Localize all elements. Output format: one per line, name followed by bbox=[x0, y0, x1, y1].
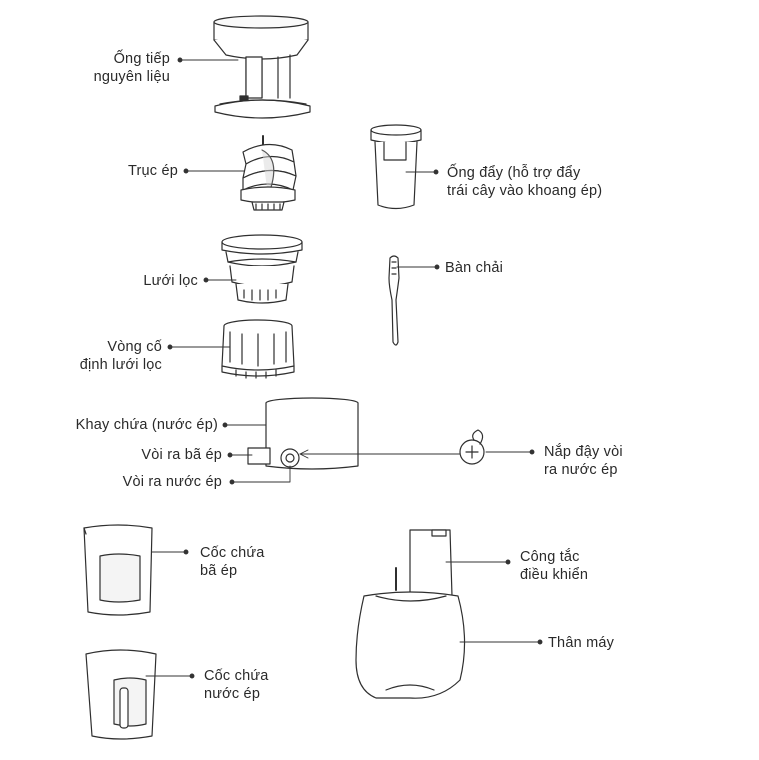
label-line: điều khiển bbox=[520, 567, 589, 583]
label-line: ra nước ép bbox=[544, 462, 618, 478]
label-line: Công tắc bbox=[520, 549, 580, 565]
label-line: định lưới lọc bbox=[79, 357, 162, 373]
label-coc-chua-ba bbox=[200, 544, 265, 580]
label-line: Vòng cố bbox=[107, 339, 162, 355]
label-line: Vòi ra nước ép bbox=[122, 474, 222, 490]
label-vong-co-dinh bbox=[56, 338, 162, 374]
label-line: Ống tiếp bbox=[113, 51, 170, 67]
label-line: nguyên liệu bbox=[93, 69, 170, 85]
label-ong-tiep-nguyen-lieu bbox=[70, 50, 170, 86]
label-than-may bbox=[548, 634, 614, 652]
juice-cup-illustration bbox=[86, 650, 156, 739]
label-luoi-loc bbox=[116, 272, 198, 290]
strainer-holder-illustration bbox=[222, 320, 294, 378]
label-ong-day bbox=[447, 164, 602, 200]
label-line: Vòi ra bã ép bbox=[141, 447, 222, 463]
strainer-illustration bbox=[222, 235, 302, 303]
brush-illustration bbox=[389, 256, 399, 345]
label-line: Cốc chứa bbox=[204, 668, 269, 684]
label-line: Cốc chứa bbox=[200, 545, 265, 561]
leader-lines bbox=[146, 58, 542, 678]
label-line: nước ép bbox=[204, 686, 261, 702]
auger-illustration bbox=[241, 136, 296, 210]
label-voi-ra-ba bbox=[110, 446, 222, 464]
label-line: Nắp đậy vòi bbox=[544, 444, 623, 460]
label-truc-ep bbox=[96, 162, 178, 180]
pusher-illustration bbox=[371, 125, 421, 209]
label-line: Thân máy bbox=[548, 635, 615, 651]
label-line: Khay chứa (nước ép) bbox=[75, 417, 218, 433]
label-line: trái cây vào khoang ép) bbox=[447, 183, 603, 199]
pulp-cup-illustration bbox=[84, 525, 152, 615]
label-nap-day-voi bbox=[544, 443, 623, 479]
label-cong-tac bbox=[520, 548, 588, 584]
motor-base-illustration bbox=[356, 530, 465, 698]
juice-bowl-illustration bbox=[248, 398, 358, 469]
label-coc-chua-nuoc bbox=[204, 667, 269, 703]
feed-chute-illustration bbox=[214, 16, 310, 118]
label-line: Ống đẩy (hỗ trợ đẩy bbox=[447, 165, 581, 181]
label-ban-chai bbox=[445, 259, 503, 277]
label-khay-chua bbox=[60, 416, 218, 434]
spout-cap-illustration bbox=[460, 430, 484, 464]
label-line: Lưới lọc bbox=[143, 273, 198, 289]
label-voi-ra-nuoc bbox=[100, 473, 222, 491]
label-line: Trục ép bbox=[127, 163, 178, 179]
label-line: bã ép bbox=[200, 563, 238, 579]
label-line: Bàn chải bbox=[445, 260, 504, 276]
